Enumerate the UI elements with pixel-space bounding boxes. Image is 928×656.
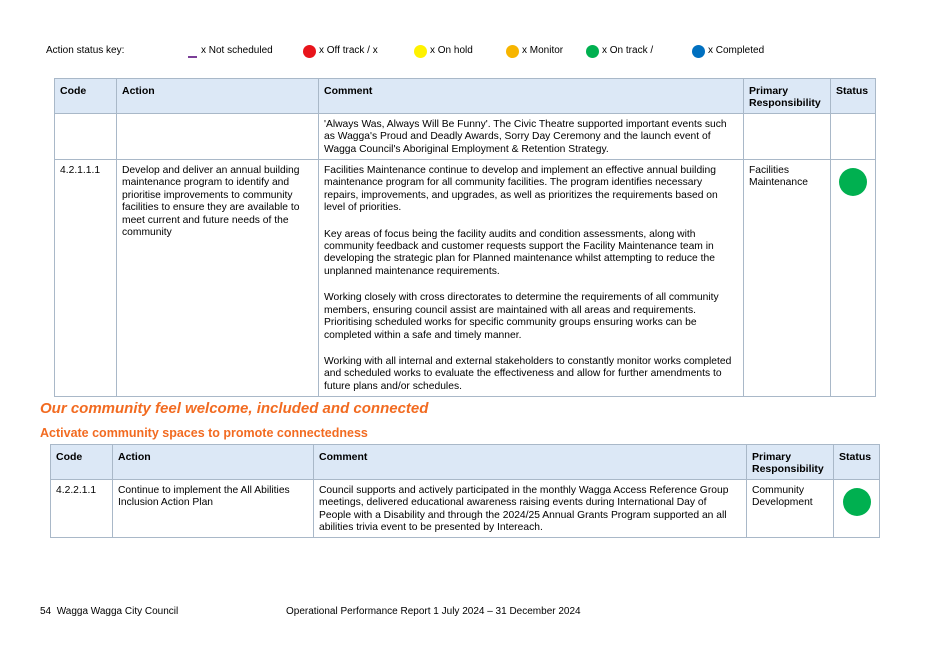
header-comment: Comment (319, 79, 744, 114)
actions-table-1 (54, 78, 876, 397)
header-primary-responsibility: Primary Responsibility (744, 79, 831, 114)
status-cell (831, 160, 876, 397)
section-subheading: Activate community spaces to promote connectedness (40, 426, 368, 440)
status-key-label: x Monitor (522, 45, 564, 56)
action-cell: Develop and deliver an annual building maintenance program to identify and prioritise improvements to community facilities to ensure they are available to meet current and future needs of the community (117, 160, 319, 397)
status-key-label: x Off track / x (319, 45, 378, 56)
table-row (55, 113, 876, 159)
section-heading: Our community feel welcome, included and connected (40, 400, 429, 417)
comment-paragraph: Key areas of focus being the facility audits and condition assessments, along with community feedback and customer requests support the Facility Maintenance team in developing the strategic plan for Planned maintenance whilst attempting to reduce the unplanned maintenance requirements. (324, 228, 715, 277)
status-key-on-track (602, 45, 653, 56)
on-track-status-icon (839, 168, 867, 196)
comment-paragraph: Working with all internal and external stakeholders to constantly monitor works completed and scheduled works to evaluate the effectiveness and allow for further amendments to future plans and/or schedules. (324, 355, 732, 392)
comment-cell: 'Always Was, Always Will Be Funny'. The Civic Theatre supported important events such as Wagga's Proud and Deadly Awards, Sorry Day Ceremony and the launch event of Wagga Council's Aboriginal Employment & Retention Strategy. (319, 113, 744, 159)
table-row (51, 479, 880, 538)
status-key-not-scheduled (201, 45, 273, 56)
on-track-status-icon (843, 488, 871, 516)
status-cell (831, 113, 876, 159)
status-key-label: x Completed (708, 45, 765, 56)
header-primary-responsibility: Primary Responsibility (747, 445, 834, 480)
status-key-monitor (522, 45, 563, 56)
header-action: Action (117, 79, 319, 114)
on-hold-dot-icon (414, 45, 427, 58)
status-cell (834, 479, 880, 538)
table-header-row (51, 445, 880, 480)
header-code: Code (51, 445, 113, 480)
header-status: Status (834, 445, 880, 480)
comment-paragraph: Facilities Maintenance continue to develop and implement an effective annual building maintenance program for all community facilities. The program identifies necessary repairs, improvements, and upgrades, as well as prioritizes the requirements based on level of priorities. (324, 165, 718, 214)
status-key-completed (708, 45, 764, 56)
header-action: Action (113, 445, 314, 480)
comment-paragraph: Working closely with cross directorates to determine the requirements of all community members, ensuring council assist are maintained with all areas and requirements. Prioritising scheduled works for specific community groups ensuring works can be completed within a safe and timely manner. (324, 292, 719, 341)
off-track-dot-icon (303, 45, 316, 58)
status-key-label: x Not scheduled (201, 45, 273, 56)
code-cell: 4.2.2.1.1 (51, 479, 113, 538)
code-cell: 4.2.1.1.1 (55, 160, 117, 397)
action-cell (117, 113, 319, 159)
actions-table-2 (50, 444, 880, 538)
table-row (55, 160, 876, 397)
status-key-label: x On hold (430, 45, 473, 56)
action-cell: Continue to implement the All Abilities Inclusion Action Plan (113, 479, 314, 538)
primary-cell: Facilities Maintenance (744, 160, 831, 397)
footer-report-title: Operational Performance Report 1 July 2024 – 31 December 2024 (286, 606, 581, 617)
comment-cell: Council supports and actively participated in the monthly Wagga Access Reference Group meetings, delivered educational awareness raising events during International Day of People with a Disability and through the 2024/25 Annual Grants Program supported an all abilities trivia event to be presented by Intereach. (314, 479, 747, 538)
header-status: Status (831, 79, 876, 114)
comment-cell (319, 160, 744, 397)
not-scheduled-dash-icon (188, 56, 197, 58)
header-code: Code (55, 79, 117, 114)
on-track-dot-icon (586, 45, 599, 58)
action-status-key (46, 43, 886, 61)
table-header-row (55, 79, 876, 114)
primary-cell: Community Development (747, 479, 834, 538)
status-key-off-track (319, 45, 378, 56)
monitor-dot-icon (506, 45, 519, 58)
header-comment: Comment (314, 445, 747, 480)
completed-dot-icon (692, 45, 705, 58)
footer-left (40, 606, 178, 617)
status-key-on-hold (430, 45, 473, 56)
status-key-title: Action status key: (46, 45, 125, 56)
primary-cell (744, 113, 831, 159)
status-key-label: x On track / (602, 45, 654, 56)
page-number: 54 (40, 606, 52, 617)
footer-org: Wagga Wagga City Council (56, 606, 179, 617)
code-cell (55, 113, 117, 159)
